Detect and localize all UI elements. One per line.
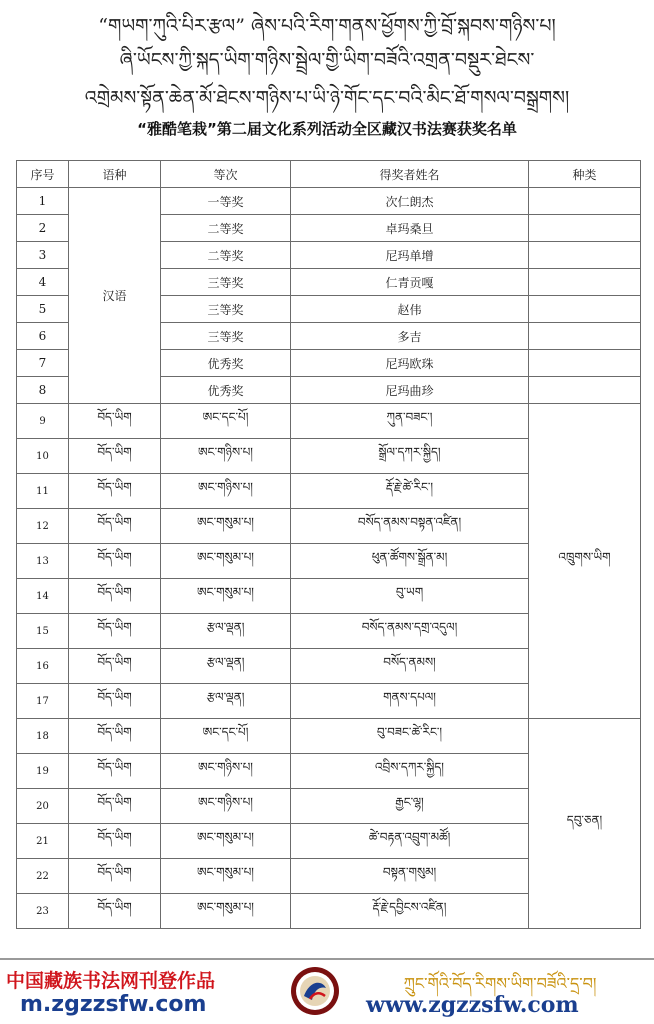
column-header: 得奖者姓名 xyxy=(291,161,529,188)
language-cell: བོད་ཡིག xyxy=(69,684,161,719)
site-name-tibetan: ཀྲུང་གོའི་བོད་རིགས་ཡིག་བཟོའི་དྲ་བ། xyxy=(403,974,597,993)
grade-cell: 二等奖 xyxy=(161,215,291,242)
category-cell xyxy=(529,269,641,296)
table-row xyxy=(17,188,641,215)
category-cell xyxy=(529,242,641,269)
category-cell xyxy=(529,188,641,215)
language-cell: བོད་ཡིག xyxy=(69,649,161,684)
language-cell: བོད་ཡིག xyxy=(69,404,161,439)
grade-cell: ཨང་གསུམ་པ། xyxy=(161,859,291,894)
winner-name-cell: རྡོ་རྗེ་དབྱིངས་འཛིན། xyxy=(291,894,529,929)
language-cell: 汉语 xyxy=(69,188,161,404)
table-row xyxy=(17,719,641,754)
grade-cell: ཨང་གསུམ་པ། xyxy=(161,579,291,614)
row-number: 18 xyxy=(17,719,69,754)
column-header: 种类 xyxy=(529,161,641,188)
category-cell: དབུ་ཅན། xyxy=(529,719,641,929)
row-number: 4 xyxy=(17,269,69,296)
winner-name-cell: 尼玛单增 xyxy=(291,242,529,269)
grade-cell: ཨང་གཉིས་པ། xyxy=(161,754,291,789)
category-cell xyxy=(529,296,641,323)
row-number: 5 xyxy=(17,296,69,323)
winner-name-cell: ཀུན་བཟང་། xyxy=(291,404,529,439)
grade-cell: 一等奖 xyxy=(161,188,291,215)
language-cell: བོད་ཡིག xyxy=(69,544,161,579)
column-header: 等次 xyxy=(161,161,291,188)
winner-name-cell: སྒྲོལ་དཀར་སྐྱིད། xyxy=(291,439,529,474)
category-cell xyxy=(529,350,641,377)
winner-name-cell: རྡོ་རྗེ་ཚེ་རིང་། xyxy=(291,474,529,509)
row-number: 1 xyxy=(17,188,69,215)
row-number: 14 xyxy=(17,579,69,614)
row-number: 17 xyxy=(17,684,69,719)
grade-cell: ཨང་གསུམ་པ། xyxy=(161,509,291,544)
winner-name-cell: ཚེ་བརྟན་འབྲུག་མཚོ། xyxy=(291,824,529,859)
grade-cell: ཨང་གསུམ་པ། xyxy=(161,894,291,929)
winner-name-cell: 多吉 xyxy=(291,323,529,350)
winner-name-cell: 赵伟 xyxy=(291,296,529,323)
language-cell: བོད་ཡིག xyxy=(69,579,161,614)
row-number: 2 xyxy=(17,215,69,242)
grade-cell: ཨང་གཉིས་པ། xyxy=(161,474,291,509)
language-cell: བོད་ཡིག xyxy=(69,789,161,824)
row-number: 3 xyxy=(17,242,69,269)
grade-cell: རྩལ་ལྡན། xyxy=(161,684,291,719)
winner-name-cell: 卓玛桑旦 xyxy=(291,215,529,242)
row-number: 8 xyxy=(17,377,69,404)
winner-name-cell: 仁青贡嘎 xyxy=(291,269,529,296)
language-cell: བོད་ཡིག xyxy=(69,894,161,929)
grade-cell: 三等奖 xyxy=(161,296,291,323)
category-cell xyxy=(529,377,641,404)
winner-name-cell: བསྟན་གསུམ། xyxy=(291,859,529,894)
winner-name-cell: 尼玛欧珠 xyxy=(291,350,529,377)
grade-cell: ཨང་དང་པོ། xyxy=(161,719,291,754)
footer xyxy=(0,958,654,1024)
grade-cell: རྩལ་ལྡན། xyxy=(161,614,291,649)
category-cell: འཁྲུགས་ཡིག xyxy=(529,404,641,719)
tibetan-title-line-2: ཞི་ཡོངས་ཀྱི་སྐད་ཡིག་གཉིས་སྦྲེལ་གྱི་ཡིག་བཟོའི་འགྲན་བསྡུར་ཐེངས་ xyxy=(119,49,535,71)
row-number: 20 xyxy=(17,789,69,824)
winner-name-cell: 尼玛曲珍 xyxy=(291,377,529,404)
row-number: 16 xyxy=(17,649,69,684)
winner-name-cell: གནས་དཔལ། xyxy=(291,684,529,719)
row-number: 7 xyxy=(17,350,69,377)
grade-cell: ཨང་གཉིས་པ། xyxy=(161,789,291,824)
row-number: 9 xyxy=(17,404,69,439)
row-number: 13 xyxy=(17,544,69,579)
row-number: 19 xyxy=(17,754,69,789)
winner-name-cell: བུ་ཡག xyxy=(291,579,529,614)
mobile-url[interactable]: m.zgzzsfw.com xyxy=(20,992,207,1017)
circular-emblem-icon xyxy=(290,966,340,1016)
chinese-title: “雅酷笔栽”第二届文化系列活动全区藏汉书法赛获奖名单 xyxy=(137,120,517,138)
site-name-chinese: 中国藏族书法网刊登作品 xyxy=(6,970,216,992)
winner-name-cell: བསོད་ནམས། xyxy=(291,649,529,684)
language-cell: བོད་ཡིག xyxy=(69,754,161,789)
row-number: 12 xyxy=(17,509,69,544)
winner-name-cell: འབྲིས་དཀར་སྐྱིད། xyxy=(291,754,529,789)
row-number: 10 xyxy=(17,439,69,474)
language-cell: བོད་ཡིག xyxy=(69,859,161,894)
winner-name-cell: 次仁朗杰 xyxy=(291,188,529,215)
column-header: 序号 xyxy=(17,161,69,188)
language-cell: བོད་ཡིག xyxy=(69,474,161,509)
category-cell xyxy=(529,323,641,350)
language-cell: བོད་ཡིག xyxy=(69,719,161,754)
language-cell: བོད་ཡིག xyxy=(69,439,161,474)
row-number: 21 xyxy=(17,824,69,859)
language-cell: བོད་ཡིག xyxy=(69,614,161,649)
winner-name-cell: བསོད་ནམས་དགྲ་འདུལ། xyxy=(291,614,529,649)
table-header-row xyxy=(17,161,641,188)
column-header: 语种 xyxy=(69,161,161,188)
winner-name-cell: བུ་བཟང་ཚེ་རིང་། xyxy=(291,719,529,754)
language-cell: བོད་ཡིག xyxy=(69,509,161,544)
row-number: 11 xyxy=(17,474,69,509)
table-row xyxy=(17,404,641,439)
grade-cell: ཨང་དང་པོ། xyxy=(161,404,291,439)
grade-cell: 优秀奖 xyxy=(161,377,291,404)
row-number: 6 xyxy=(17,323,69,350)
table-top-spacer xyxy=(17,140,641,161)
tibetan-title-line-1: “གཡག་ཀུའི་པིར་རྩལ” ཞེས་པའི་རིག་གནས་ཕྱོགས་ཀྱི་བྲོ་སྐབས་གཉིས་པ། xyxy=(98,15,556,37)
row-number: 22 xyxy=(17,859,69,894)
category-cell xyxy=(529,215,641,242)
grade-cell: ཨང་གསུམ་པ། xyxy=(161,824,291,859)
row-number: 15 xyxy=(17,614,69,649)
language-cell: བོད་ཡིག xyxy=(69,824,161,859)
grade-cell: ཨང་གཉིས་པ། xyxy=(161,439,291,474)
grade-cell: ཨང་གསུམ་པ། xyxy=(161,544,291,579)
grade-cell: 三等奖 xyxy=(161,323,291,350)
grade-cell: རྩལ་ལྡན། xyxy=(161,649,291,684)
grade-cell: 优秀奖 xyxy=(161,350,291,377)
winner-name-cell: ཕུན་ཚོགས་སྒྲོན་མ། xyxy=(291,544,529,579)
grade-cell: 三等奖 xyxy=(161,269,291,296)
tibetan-title-line-3: འགྲེམས་སྟོན་ཆེན་མོ་ཐེངས་གཉིས་པ་ཡི་ཉེ་གོང་དང་བའི་མིང་ཐོ་གསལ་བསྒྲགས། xyxy=(84,87,570,109)
grade-cell: 二等奖 xyxy=(161,242,291,269)
winner-name-cell: བསོད་ནམས་བསྟན་འཛིན། xyxy=(291,509,529,544)
web-url[interactable]: www.zgzzsfw.com xyxy=(366,992,579,1018)
footer-divider xyxy=(0,958,654,960)
row-number: 23 xyxy=(17,894,69,929)
award-table xyxy=(16,140,641,929)
winner-name-cell: རྒྱང་ལྷ། xyxy=(291,789,529,824)
